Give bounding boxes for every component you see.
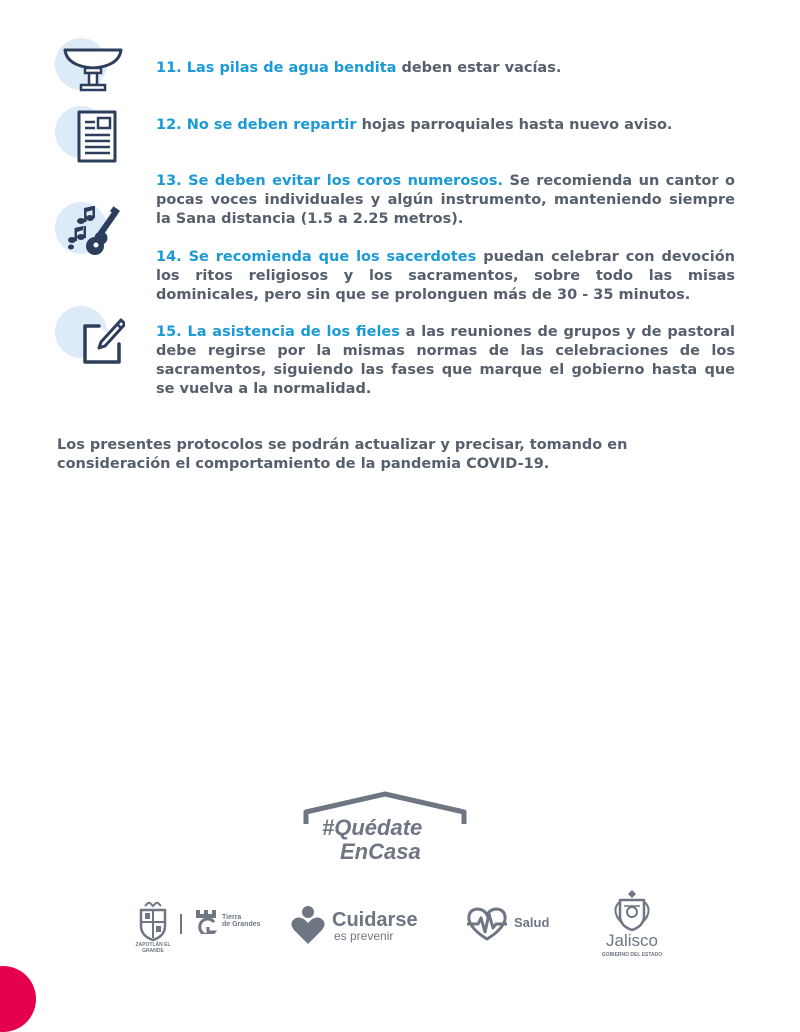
edit-pencil-icon (55, 306, 125, 366)
jalisco-crest-icon (612, 888, 652, 932)
jalisco-label: Jalisco (606, 931, 658, 950)
protocol-text-15: 15. La asistencia de los fieles a las reuniones de grupos y de pastoral debe regirse por la mismas normas de las celebraciones de los sacramentos, siguiendo las fases que marque el gobierno hasta que se vuelva a la normalidad. (156, 324, 735, 397)
cuidarse-heart-icon (290, 904, 326, 946)
quedate-en-casa-logo (302, 790, 472, 880)
logo-divider (180, 914, 182, 934)
tierra-crown-icon (194, 908, 218, 934)
protocol-item-13 (0, 172, 800, 232)
cuidarse-logo (290, 904, 440, 946)
holy-water-font-icon (55, 38, 125, 98)
jalisco-sub-label: GOBIERNO DEL ESTADO (601, 952, 663, 958)
salud-logo (466, 906, 566, 942)
protocol-item-12 (0, 106, 800, 166)
cuidarse-label: Cuidarse (332, 909, 418, 931)
protocol-item-11 (0, 38, 800, 98)
protocol-text-12: 12. No se deben repartir hojas parroquiales hasta nuevo aviso. (156, 117, 673, 133)
tierra-label-2: de Grandes (222, 921, 261, 928)
protocol-item-15 (0, 306, 800, 397)
salud-label: Salud (514, 915, 550, 930)
tierra-label-1: Tierra (222, 914, 242, 921)
protocol-item-14 (0, 248, 800, 308)
protocol-text-14: 14. Se recomienda que los sacerdotes puedan celebrar con devoción los ritos religiosos y los sacramentos, sobre todo las misas dominicales, pero sin que se prolonguen más de 30 - 35 minutos. (156, 249, 735, 303)
tierra-de-grandes-logo (194, 908, 264, 938)
cuidarse-sub-label: es prevenir (334, 929, 394, 943)
zapotlan-label: ZAPOTLÁN EL GRANDE (135, 942, 171, 954)
protocol-text-13: 13. Se deben evitar los coros numerosos. Se recomienda un cantor o pocas voces individuales y algún instrumento, manteniendo siempre la Sana distancia (1.5 a 2.25 metros). (156, 173, 735, 227)
footer-note: Los presentes protocolos se podrán actualizar y precisar, tomando en consideración el comportamiento de la pandemia COVID-19. (57, 437, 628, 472)
campaign-line-1: #Quédate (322, 815, 423, 840)
protocol-text-11: 11. Las pilas de agua bendita deben estar vacías. (156, 60, 562, 76)
jalisco-logo (592, 888, 672, 964)
salud-heart-icon (466, 906, 508, 942)
zapotlan-crest-icon (136, 902, 170, 942)
document-icon (55, 106, 125, 166)
logos-area (0, 780, 800, 1004)
zapotlan-logo (136, 902, 170, 954)
campaign-line-2: EnCasa (340, 839, 421, 864)
